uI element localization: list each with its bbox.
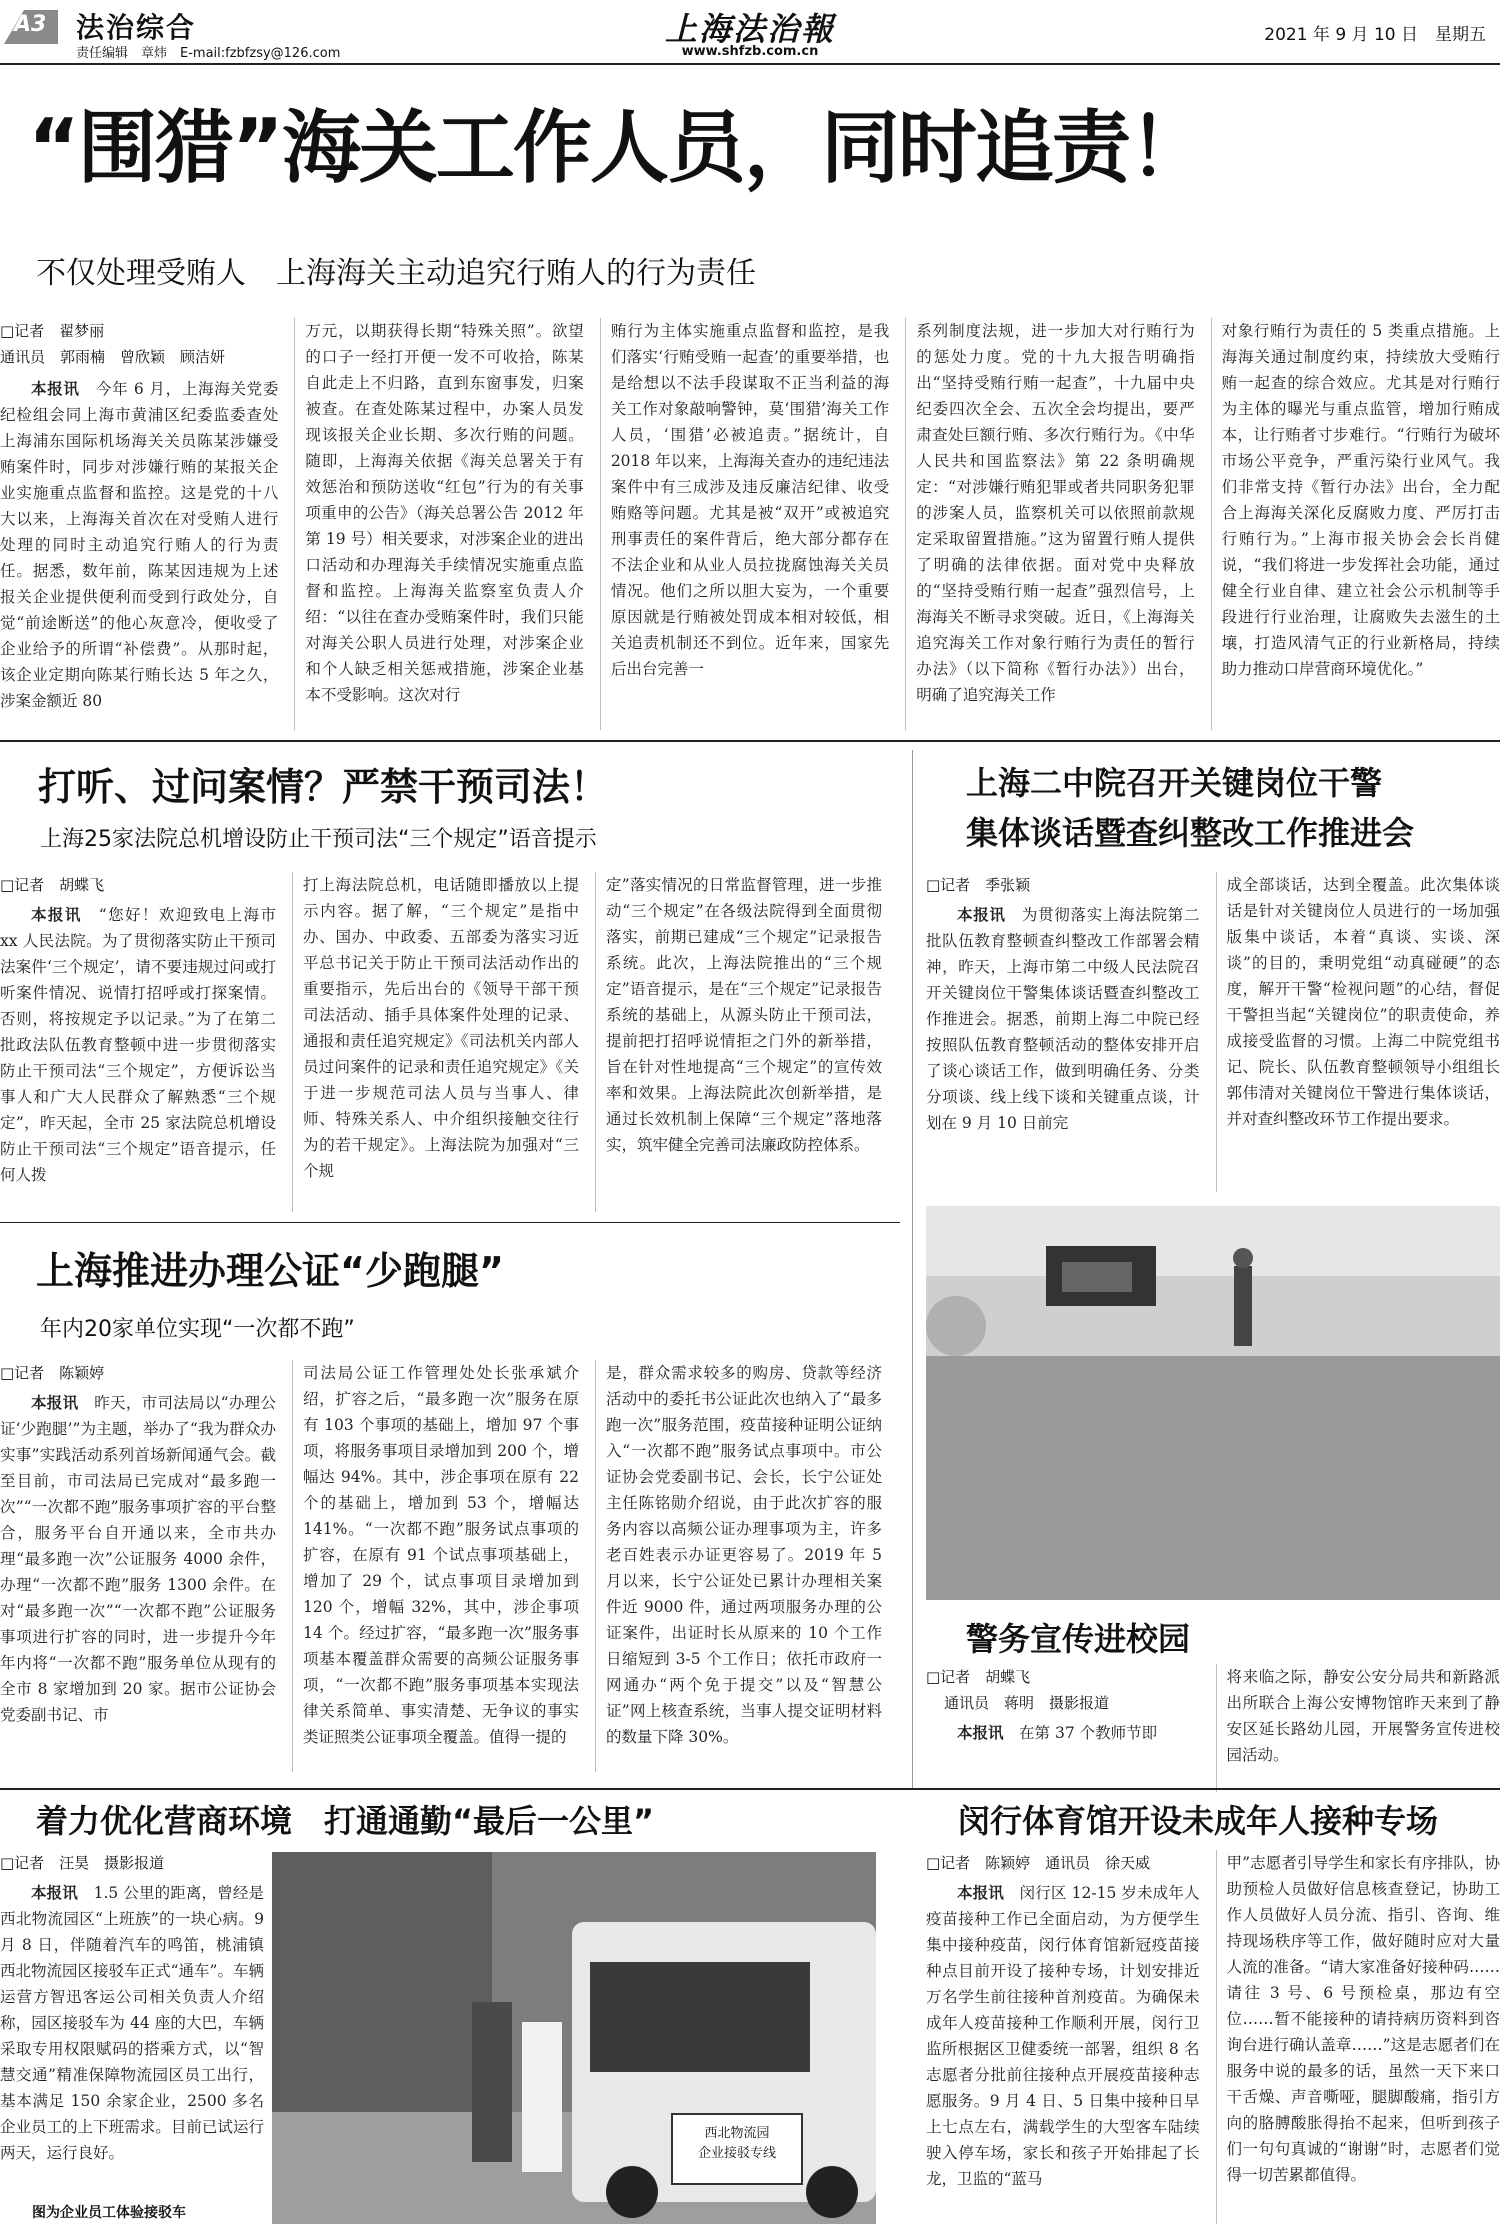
story5-col-1 [926,1664,1200,1792]
website: www.shfzb.com.cn [681,44,819,59]
story2-bottom-rule [0,1222,900,1223]
story5-headline: 警务宣传进校园 [966,1620,1191,1658]
story2-text-1: “您好！欢迎致电上海市 xx 人民法院。为了贯彻落实防止干预司法案件‘三个规定’，请不要违规过问或打听案件情况、说情打招呼或打探案情。否则，将按规定予以记录。”为了在第二批政法队伍教育整顿中进一步贯彻落实防止干预司法“三个规定”，方便诉讼当事人和广大人民群众了解熟悉“三个规定”，昨天起，全市 25 家法院总机增设防止干预司法“三个规定”语音提示，任何人拨 [0,906,276,1184]
editor-line: 责任编辑 章炜 E-mail:fzbfzsy@126.com [76,46,341,61]
story7-col-1 [926,1850,1200,2224]
paper-name: 上海法治報 [664,10,835,48]
story1-text-4: 系列制度法规，进一步加大对行贿行为的惩处力度。党的十九大报告明确指出“坚持受贿行贿一起查”，十九届中央纪委四次全会、五次全会均提出，要严肃查处巨额行贿、多次行贿行为。《中华人民共和国监察法》第 22 条明确规定：“对涉嫌行贿犯罪或者共同职务犯罪的涉案人员，监察机关可以依照前款规定采取留置措施。”这为留置行贿人提供了明确的法律依据。面对党中央释放的“坚持受贿行贿一起查”强烈信号，上海海关不断寻求突破。近日，《上海海关追究海关工作对象行贿行为责任的暂行办法》（以下简称《暂行办法》）出台，明确了追究海关工作 [916,322,1195,704]
story3-headline-line1: 上海二中院召开关键岗位干警 [966,764,1383,802]
story3-body [926,872,1500,1192]
story1-lead: 本报讯 [31,379,80,398]
story1-correspondents: 通讯员 郭雨楠 曾欣颖 顾洁妍 [0,348,226,366]
story4-col-2 [292,1360,579,1772]
story7-reporter: □记者 陈颖婷 通讯员 徐天威 [926,1854,1151,1872]
bus-sign-text: 西北物流园 企业接驳专线 [697,2126,776,2161]
story1-text-1: 今年 6 月，上海海关党委纪检组会同上海市黄浦区纪委监委查处上海浦东国际机场海关关员陈某涉嫌受贿案件时，同步对涉嫌行贿的某报关企业实施重点监督和监控。这是党的十八大以来，上海海关首次在对受贿人进行处理的同时主动追究行贿人的行为责任。据悉，数年前，陈某因违规为上述报关企业提供便利而受到行政处分，自觉“前途断送”的他心灰意冷，便收受了企业给予的所谓“补偿费”。从那时起，该企业定期向陈某行贿长达 5 年之久，涉案金额近 80 [0,380,279,710]
story5-lead: 本报讯 [957,1723,1004,1742]
story6-reporter: □记者 汪昊 摄影报道 [0,1854,165,1872]
story4-col-1 [0,1360,276,1772]
story5-text-1: 在第 37 个教师节即 [1019,1724,1158,1742]
story2-col-1 [0,872,276,1212]
story1-col-3 [600,318,889,730]
story1-bottom-rule [0,740,1500,742]
story4-headline: 上海推进办理公证“少跑腿” [36,1249,504,1293]
story5-body [926,1664,1500,1792]
right-column-divider [912,750,913,1790]
story4-reporter: □记者 陈颖婷 [0,1364,105,1382]
story4-text-1: 昨天，市司法局以“办理公证‘少跑腿’”为主题，举办了“我为群众办实事”实践活动系列首场新闻通气会。截至目前，市司法局已完成对“最多跑一次”“一次都不跑”服务事项扩容的平台整合，服务平台自开通以来，全市共办理“最多跑一次”公证服务 4000 余件，办理“一次都不跑”服务 1300 余件。在对“最多跑一次”“一次都不跑”公证服务事项进行扩容的同时，进一步提升今年年内将“一次都不跑”服务单位从现有的全市 8 家增加到 20 家。据市公证协会党委副书记、市 [0,1394,276,1724]
story4-text-2: 司法局公证工作管理处处长张承斌介绍，扩容之后，“最多跑一次”服务在原有 103 个事项的基础上，增加 97 个事项，将服务事项目录增加到 200 个，增幅达 94%。其中，涉企事项在原有 22 个的基础上，增加到 53 个，增幅达 141%。“一次都不跑”服务试点事项的扩容，在原有 91 个试点事项基础上，增加了 29 个，试点事项目录增加到 120 个，增幅 32%，其中，涉企事项 14 个。经过扩容，“最多跑一次”服务事项基本覆盖群众需要的高频公证服务事项，“一次都不跑”服务事项基本实现法律关系简单、事实清楚、无争议的事实类证照类公证事项全覆盖。值得一提的 [303,1364,579,1746]
page-number-badge [0,6,62,46]
story2-text-2: 打上海法院总机，电话随即播放以上提示内容。据了解，“三个规定”是指中办、国办、中政委、五部委为落实习近平总书记关于防止干预司法活动作出的重要指示，先后出台的《领导干部干预司法活动、插手具体案件处理的记录、通报和责任追究规定》《司法机关内部人员过问案件的记录和责任追究规定》《关于进一步规范司法人员与当事人、律师、特殊关系人、中介组织接触交往行为的若干规定》。上海法院为加强对“三个规 [303,876,579,1180]
story1-col-5 [1211,318,1500,730]
story7-text-1: 闵行区 12-15 岁未成年人疫苗接种工作已全面启动，为方便学生集中接种疫苗，闵行体育馆新冠疫苗接种点目前开设了接种专场，计划安排近万名学生前往接种首剂疫苗。为确保未成年人疫苗接种工作顺利开展，闵行卫监所根据区卫健委统一部署，组织 8 名志愿者分批前往接种点开展疫苗接种志愿服务。9 月 4 日、5 日集中接种日早上七点左右，满载学生的大型客车陆续驶入停车场，家长和孩子开始排起了长龙，卫监的“蓝马 [926,1884,1200,2188]
story4-col-3 [595,1360,882,1772]
story1-subtitle: 不仅处理受贿人 上海海关主动追究行贿人的行为责任 [36,256,756,291]
section-title: 法治综合 [76,11,197,44]
story2-headline: 打听、过问案情？严禁干预司法！ [38,765,609,809]
story7-headline: 闵行体育馆开设未成年人接种专场 [958,1802,1439,1840]
story2-lead: 本报讯 [31,905,82,924]
story2-reporter: □记者 胡蝶飞 [0,876,105,894]
story6-caption: 图为企业员工体验接驳车 [32,2205,186,2221]
story5-reporter: □记者 胡蝶飞 [926,1668,1031,1686]
story6-body [0,1850,264,2221]
issue-date: 2021 年 9 月 10 日 星期五 [1264,25,1486,45]
story1-text-3: 贿行为主体实施重点监督和监控，是我们落实‘行贿受贿一起查’的重要举措，也是给想以不法手段谋取不正当利益的海关工作对象敲响警钟，莫‘围猎’海关工作人员，‘围猎’必被追责。”据统计，自 2018 年以来，上海海关查办的违纪违法案件中有三成涉及违反廉洁纪律、收受贿赂等问题。尤其是被“双开”或被追究刑事责任的案件背后，绝大部分都存在不法企业和从业人员拉拢腐蚀海关关员情况。他们之所以胆大妄为，一个重要原因就是行贿被处罚成本相对较低，相关追责机制还不到位。近年来，国家先后出台完善一 [610,322,890,678]
shuttle-bus-photo [272,1852,876,2224]
story3-col-2 [1216,872,1500,1192]
story4-subtitle: 年内20家单位实现“一次都不跑” [40,1317,355,1342]
masthead-rule [0,63,1500,65]
story1-col-1 [0,318,278,730]
story1-text-5: 对象行贿行为责任的 5 类重点措施。上海海关通过制度约束，持续放大受贿行贿一起查的综合效应。尤其是对行贿行为主体的曝光与重点监管，增加行贿成本，让行贿者寸步难行。“行贿行为破坏市场公平竞争，严重污染行业风气。我们非常支持《暂行办法》出台，全力配合上海海关深化反腐败力度、严厉打击行贿行为。”上海市报关协会会长肖健说，“我们将进一步发挥社会功能，通过健全行业自律、建立社会公示机制等手段进行行业治理，让腐败失去滋生的土壤，打造风清气正的行业新格局，持续助力推动口岸营商环境优化。” [1221,322,1500,678]
story3-col-1 [926,872,1200,1192]
story3-text-2: 成全部谈话，达到全覆盖。此次集体谈话是针对关键岗位人员进行的一场加强版集中谈话，本着“真谈、实谈、深谈”的目的，秉明党组“动真碰硬”的态度，解开干警“检视问题”的心结，督促干警担当起“关键岗位”的职责使命，养成接受监督的习惯。上海二中院党组书记、院长、队伍教育整顿领导小组组长郭伟清对关键岗位干警进行集体谈话，并对查纠整改环节工作提出要求。 [1226,876,1500,1128]
lower-section-rule [0,1788,1500,1790]
story4-body [0,1360,882,1772]
story2-col-2 [292,872,579,1212]
shuttle-bus-illustration [272,1852,876,2224]
story3-headline-line2: 集体谈话暨查纠整改工作推进会 [966,814,1415,852]
page-number: A3 [14,12,47,37]
story7-col-2 [1216,1850,1500,2224]
story4-text-3: 是，群众需求较多的购房、贷款等经济活动中的委托书公证此次也纳入了“最多跑一次”服务范围，疫苗接种证明公证纳入“一次都不跑”服务试点事项中。市公证协会党委副书记、会长，长宁公证处主任陈铭勋介绍说，由于此次扩容的服务内容以高频公证办理事项为主，许多老百姓表示办证更容易了。2019 年 5 月以来，长宁公证处已累计办理相关案件近 9000 件，通过两项服务办理的公证案件，出证时长从原来的 10 个工作日缩短到 3-5 个工作日；依托市政府一网通办“两个免于提交”以及“智慧公证”网上核查系统，当事人提交证明材料的数量下降 30%。 [606,1364,882,1746]
school-police-photo [926,1206,1500,1600]
story3-lead: 本报讯 [957,905,1006,924]
story2-body [0,872,882,1212]
story3-reporter: □记者 季张颖 [926,876,1031,894]
story4-lead: 本报讯 [31,1393,79,1412]
story5-correspondents: 通讯员 蒋明 摄影报道 [944,1694,1110,1712]
story6-headline: 着力优化营商环境 打通通勤“最后一公里” [36,1802,655,1840]
classroom-illustration [926,1206,1500,1600]
story7-lead: 本报讯 [957,1883,1004,1902]
story1-headline: “围猎”海关工作人员，同时追责！ [28,102,1206,194]
story5-col-2 [1216,1664,1500,1792]
story1-col-4 [905,318,1194,730]
story2-col-3 [595,872,882,1212]
story1-body [0,318,1500,730]
story6-lead: 本报讯 [31,1883,78,1902]
story1-col-2 [294,318,583,730]
story1-text-2: 万元，以期获得长期“特殊关照”。欲望的口子一经打开便一发不可收拾，陈某自此走上不归路，直到东窗事发，归案被查。在查处陈某过程中，办案人员发现该报关企业长期、多次行贿的问题。随即，上海海关依据《海关总署关于有效惩治和预防送收“红包”行为的有关事项重申的公告》（海关总署公告 2012 年第 19 号）相关要求，对涉案企业的进出口活动和办理海关手续情况实施重点监督和监控。上海海关监察室负责人介绍：“以往在查办受贿案件时，我们只能对海关公职人员进行处理，对涉案企业和个人缺乏相关惩戒措施，涉案企业基本不受影响。这次对行 [305,322,584,704]
story5-text-2: 将来临之际，静安公安分局共和新路派出所联合上海公安博物馆昨天来到了静安区延长路幼儿园，开展警务宣传进校园活动。 [1226,1668,1500,1764]
story7-text-2: 甲”志愿者引导学生和家长有序排队，协助预检人员做好信息核查登记，协助工作人员做好人员分流、指引、咨询、维持现场秩序等工作，做好随时应对大量人流的准备。“请大家准备好接种码……请往 3 号、6 号预检桌，那边有空位……暂不能接种的请持病历资料到咨询台进行确认盖章……”这是志愿者们在服务中说的最多的话，虽然一天下来口干舌燥、声音嘶哑，腿脚酸痛，指引方向的胳膊酸胀得抬不起来，但听到孩子们一句句真诚的“谢谢”时，志愿者们觉得一切苦累都值得。 [1226,1854,1500,2184]
story7-body [926,1850,1500,2224]
story1-reporter: □记者 翟梦丽 [0,322,105,340]
story3-text-1: 为贯彻落实上海法院第二批队伍教育整顿查纠整改工作部署会精神，昨天，上海市第二中级人民法院召开关键岗位干警集体谈话暨查纠整改工作推进会。据悉，前期上海二中院已经按照队伍教育整顿活动的整体安排开启了谈心谈话工作，做到明确任务、分类分项谈、线上线下谈和关键重点谈，计划在 9 月 10 日前完 [926,906,1200,1132]
story2-subtitle: 上海25家法院总机增设防止干预司法“三个规定”语音提示 [40,827,597,852]
story6-text: 1.5 公里的距离，曾经是西北物流园区“上班族”的一块心病。9 月 8 日，伴随着汽车的鸣笛，桃浦镇西北物流园区接驳车正式“通车”。车辆运营方智迅客运公司相关负责人介绍称，园区接驳车为 44 座的大巴，车辆采取专用权限赋码的搭乘方式，以“智慧交通”精准保障物流园区员工出行，基本满足 150 余家企业，2500 多名企业员工的上下班需求。目前已试运行两天，运行良好。 [0,1884,264,2162]
story2-text-3: 定”落实情况的日常监督管理，进一步推动“三个规定”在各级法院得到全面贯彻落实，前期已建成“三个规定”记录报告系统。此次，上海法院推出的“三个规定”语音提示，是在“三个规定”记录报告系统的基础上，从源头防止干预司法，提前把打招呼说情拒之门外的新举措，旨在针对性地提高“三个规定”的宣传效率和效果。上海法院此次创新举措，是通过长效机制上保障“三个规定”落地落实，筑牢健全完善司法廉政防控体系。 [606,876,882,1154]
